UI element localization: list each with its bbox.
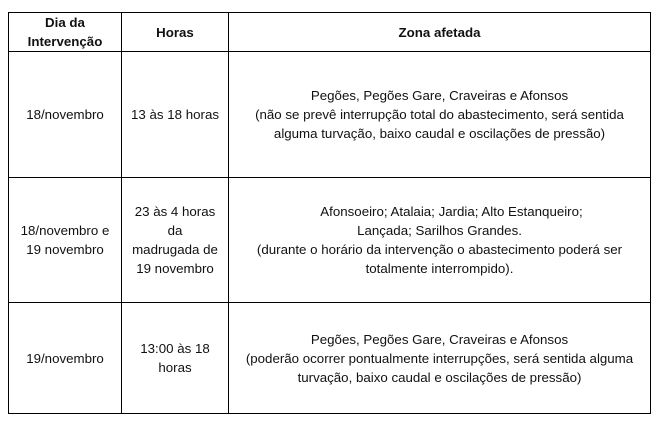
cell-hours [122,178,229,303]
cell-hours [122,52,229,178]
cell-day [9,303,122,414]
header-zone: Zona afetada [229,13,651,52]
cell-line: (durante o horário da intervenção o abastecimento poderá ser [256,242,623,257]
cell-line: 19 novembro [136,261,214,276]
cell-hours [122,303,229,414]
table-row [9,303,651,414]
cell-line: Pegões, Pegões Gare, Craveiras e Afonsos [310,88,569,103]
cell-line: 13 às 18 horas [131,107,219,122]
cell-line: 18/novembro e [20,223,110,238]
cell-line: horas [158,360,192,375]
cell-zone [229,303,651,414]
cell-line: Lançada; Sarilhos Grandes. [357,223,522,238]
intervention-schedule-table [8,12,651,414]
cell-line: (poderão ocorrer pontualmente interrupções, será sentida alguma [245,350,634,366]
table-header-row [9,13,651,52]
cell-line: madrugada de [132,242,218,257]
header-day-line: Dia da [45,15,85,30]
cell-line: turvação, baixo caudal e oscilações de pressão) [297,369,582,385]
header-day-line: Intervenção [27,34,103,49]
cell-line: 18/novembro [26,107,104,122]
cell-zone [229,178,651,303]
cell-day [9,52,122,178]
table-row [9,52,651,178]
cell-line: Pegões, Pegões Gare, Craveiras e Afonsos [310,331,569,347]
cell-line: 19/novembro [26,350,104,366]
cell-line: 23 às 4 horas da [134,204,216,238]
table-row [9,178,651,303]
cell-zone [229,52,651,178]
header-day [9,13,122,52]
cell-line: alguma turvação, baixo caudal e oscilações de pressão) [273,126,606,141]
cell-line: (não se prevê interrupção total do abastecimento, será sentida [255,107,624,122]
cell-day [9,178,122,303]
cell-line: 13:00 às 18 [140,341,210,356]
cell-line: Afonsoeiro; Atalaia; Jardia; Alto Estanqueiro; [320,204,583,219]
cell-line: 19 novembro [26,242,104,257]
header-hours: Horas [122,13,229,52]
cell-line: totalmente interrompido). [365,261,514,276]
